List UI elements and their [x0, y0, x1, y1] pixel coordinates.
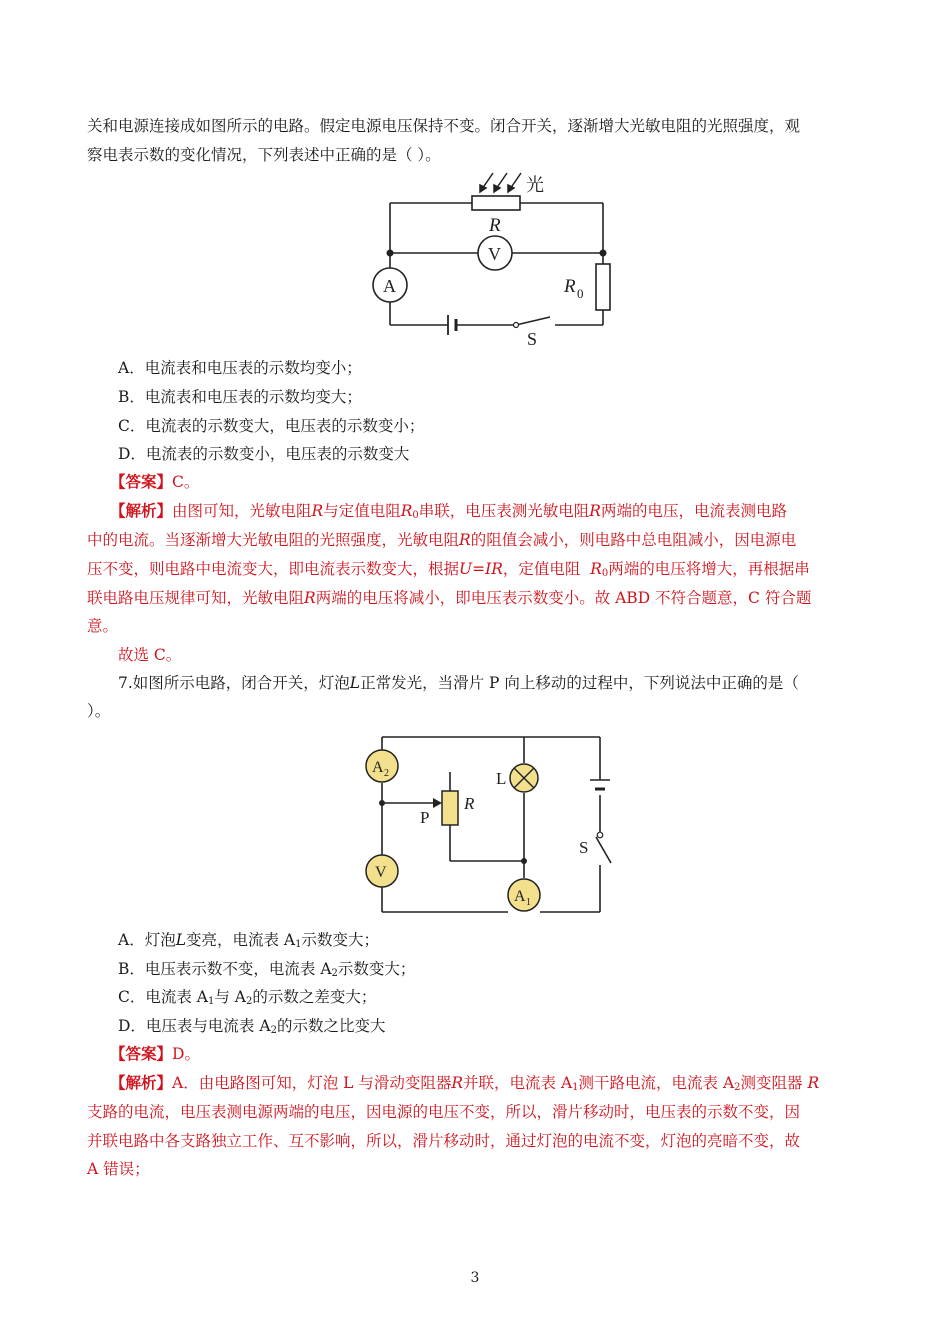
q6-circuit-diagram: [360, 168, 630, 353]
q7-stem-line-2: ）。: [87, 702, 111, 720]
q6-option-c: C．电流表的示数变大，电压表的示数变小；: [118, 417, 425, 435]
q7-analysis-line-2: 支路的电流，电压表测电源两端的电压，因电源的电压不变，所以，滑片移动时，电压表的示数不变，因: [87, 1103, 801, 1121]
q7-analysis-line-3: 并联电路中各支路独立工作、互不影响，所以，滑片移动时，通过灯泡的电流不变，灯泡的亮暗不变，故: [87, 1132, 801, 1150]
label-A1: A: [514, 888, 526, 905]
label-S: S: [579, 838, 589, 857]
lamp-icon: [510, 764, 538, 792]
q7-analysis-line-4: A 错误；: [87, 1160, 150, 1178]
label-V: V: [375, 864, 387, 881]
label-A1-sub: 1: [526, 897, 531, 908]
q6-stem-line-1: 关和电源连接成如图所示的电路。假定电源电压保持不变。闭合开关，逐渐增大光敏电阻的光照强度，观: [87, 117, 801, 135]
label-light: 光: [526, 175, 544, 196]
label-R: R: [489, 215, 501, 236]
q6-option-b: B．电流表和电压表的示数均变大；: [118, 388, 362, 406]
label-A2: A: [372, 759, 384, 776]
q6-option-a: A．电流表和电压表的示数均变小；: [118, 359, 362, 377]
q7-option-b: B．电压表示数不变，电流表 $A_2$示数变大；: [118, 960, 416, 979]
label-P: P: [420, 808, 430, 827]
q6-conclusion: 故选 C。: [118, 646, 182, 664]
q6-answer: 【答案】C。: [110, 472, 200, 491]
q7-stem-line-1: 7.如图所示电路，闭合开关，灯泡L正常发光，当滑片 P 向上移动的过程中，下列说法中正确的是（: [118, 674, 799, 692]
q7-circuit-diagram: [355, 725, 645, 920]
q6-analysis-line-1: 【解析】由图可知，光敏电阻R与定值电阻$R_0$串联，电压表测光敏电阻R两端的电压，电流表测电路: [110, 501, 787, 521]
label-R0: R: [564, 276, 576, 297]
label-A2-sub: 2: [384, 768, 389, 779]
q7-option-d: D．电压表与电流表 $A_2$的示数之比变大: [118, 1017, 386, 1036]
label-R: R: [464, 794, 475, 813]
q7-answer: 【答案】D。: [110, 1044, 200, 1063]
label-A: A: [383, 276, 396, 296]
light-arrows-icon: [480, 173, 521, 192]
label-V: V: [488, 244, 501, 264]
label-L: L: [496, 769, 507, 788]
q6-analysis-line-5: 意。: [87, 617, 119, 635]
q7-option-c: C．电流表 $A_1$与 $A_2$的示数之差变大；: [118, 988, 377, 1007]
q6-analysis-line-3: 压不变，则电路中电流变大，即电流表示数变大，根据U=IR，定值电阻 $R_0$两端的电压将增大，再根据串: [87, 560, 810, 579]
q6-analysis-line-4: 联电路电压规律可知，光敏电阻R两端的电压将减小，即电压表示数变小。故 ABD 不符合题意，C 符合题: [87, 589, 812, 607]
label-R0-sub: 0: [577, 286, 584, 301]
q6-analysis-line-2: 中的电流。当逐渐增大光敏电阻的光照强度，光敏电阻R的阻值会减小，则电路中总电阻减小，因电源电: [87, 531, 797, 549]
label-S: S: [527, 329, 538, 349]
q7-analysis-line-1: 【解析】A．由电路图可知，灯泡 L 与滑动变阻器R并联，电流表 $A_1$测干路电流，电流表 $A_2$测变阻器 R: [110, 1073, 820, 1093]
q6-option-d: D．电流表的示数变小，电压表的示数变大: [118, 445, 410, 463]
q6-stem-line-2: 察电表示数的变化情况，下列表述中正确的是（ ）。: [87, 146, 441, 164]
q7-option-a: A．灯泡L变亮，电流表 $A_1$示数变大；: [118, 931, 380, 950]
page-number: 3: [470, 1270, 480, 1286]
